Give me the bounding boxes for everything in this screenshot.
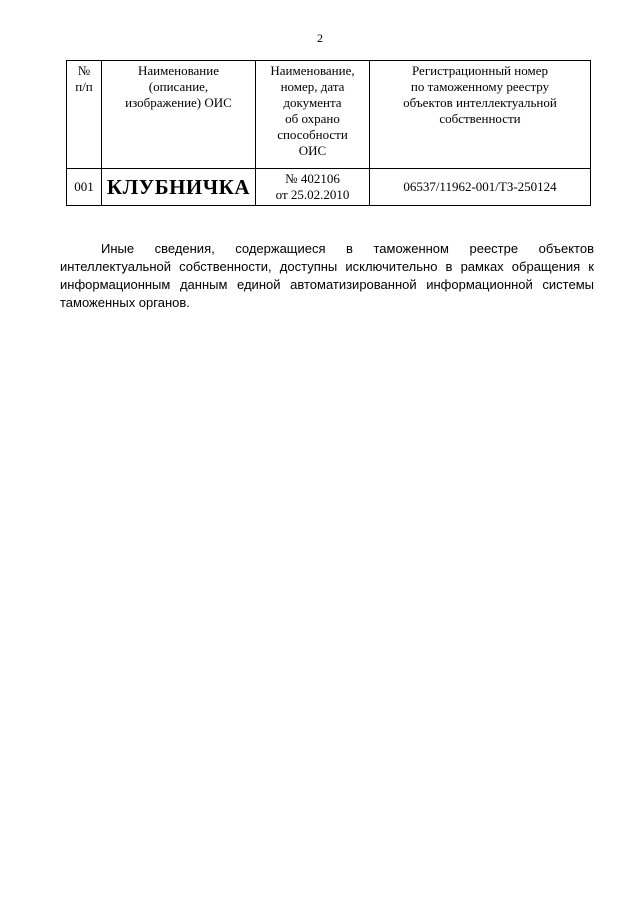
header-document-line: об охрано (285, 111, 340, 126)
header-registration-line: собственности (439, 111, 521, 126)
header-registration-line: объектов интеллектуальной (403, 95, 557, 110)
cell-object-name (102, 169, 256, 206)
table-header-row (67, 61, 591, 169)
header-name-line: Наименование (138, 63, 219, 78)
document-number: № 402106 (285, 171, 340, 186)
header-document-line: ОИС (298, 143, 327, 158)
object-name: КЛУБНИЧКА (106, 175, 251, 199)
header-registration-line: Регистрационный номер (412, 63, 548, 78)
header-name-line: изображение) ОИС (125, 95, 232, 110)
header-number (67, 61, 102, 169)
header-number-line: п/п (75, 79, 93, 94)
table-row (67, 169, 591, 206)
header-document-line: способности (277, 127, 348, 142)
header-registration-line: по таможенному реестру (410, 79, 550, 94)
header-document (256, 61, 370, 169)
cell-registration-number: 06537/11962-001/ТЗ-250124 (370, 169, 591, 206)
header-name-line: (описание, (148, 79, 209, 94)
header-registration (370, 61, 591, 169)
cell-document (256, 169, 370, 206)
ip-register-table (66, 60, 591, 206)
cell-number: 001 (67, 169, 102, 206)
header-document-line: документа (283, 95, 342, 110)
header-name (102, 61, 256, 169)
page-number: 2 (317, 31, 323, 45)
header-document-line: номер, дата (280, 79, 345, 94)
document-date: от 25.02.2010 (275, 187, 350, 202)
note-paragraph: Иные сведения, содержащиеся в таможенном реестре объектов интеллектуальной собственности, доступны исключительно в рамках обращения к информационным данным единой автоматизированной информационной системы таможенных органов. (60, 241, 594, 310)
header-number-line: № (77, 63, 91, 78)
header-document-line: Наименование, (270, 63, 355, 78)
